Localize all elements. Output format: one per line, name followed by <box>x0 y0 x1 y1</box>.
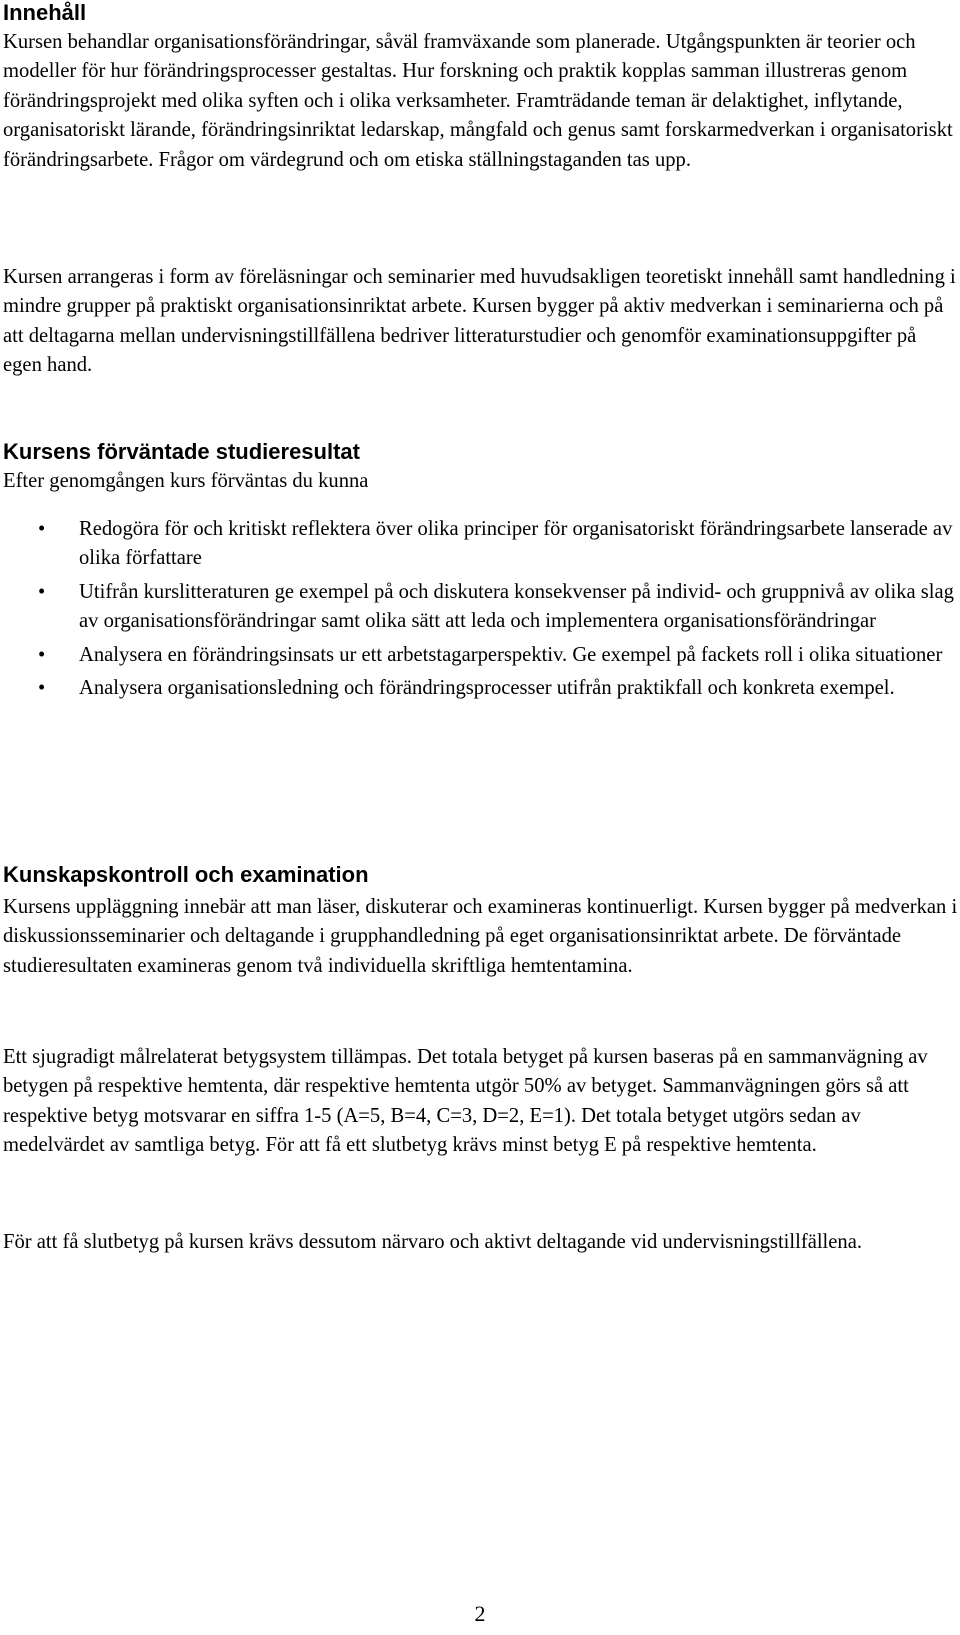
list-item <box>0 515 958 574</box>
list-item <box>0 578 958 637</box>
bullet-icon: • <box>38 677 46 700</box>
list-item <box>0 674 958 703</box>
innehall-paragraph-1: Kursen behandlar organisationsförändringar, såväl framväxande som planerade. Utgångspunkten är teorier och modeller för hur förändringsprocesser gestaltas. Hur forskning och praktik kopplas samman illustreras genom förändringsprojekt med olika syften och i olika verksamheter. Framträdande teman är delaktighet, inflytande, organisatoriskt lärande, förändringsinriktat ledarskap, mångfald och genus samt forskarmedverkan i organisatoriskt förändringsarbete. Frågor om värdegrund och om etiska ställningstaganden tas upp. <box>3 31 953 171</box>
section-heading-examination: Kunskapskontroll och examination <box>3 862 369 887</box>
section-heading-innehall: Innehåll <box>3 0 87 25</box>
examination-paragraph-3: För att få slutbetyg på kursen krävs dessutom närvaro och aktivt deltagande vid undervisningstillfällena. <box>3 1231 863 1253</box>
resultat-intro: Efter genomgången kurs förväntas du kunna <box>3 470 369 492</box>
examination-paragraph-2: Ett sjugradigt målrelaterat betygsystem tillämpas. Det totala betyget på kursen baseras på en sammanvägning av betygen på respektive hemtenta, där respektive hemtenta utgör 50% av betyget. Sammanvägningen görs så att respektive betyg motsvarar en siffra 1-5 (A=5, B=4, C=3, D=2, E=1). Det totala betyget utgörs sedan av medelvärdet av samtliga betyg. För att få ett slutbetyg krävs minst betyg E på respektive hemtenta. <box>3 1046 928 1157</box>
bullet-icon: • <box>38 580 46 603</box>
innehall-paragraph-2: Kursen arrangeras i form av föreläsningar och seminarier med huvudsakligen teoretiskt innehåll samt handledning i mindre grupper på praktiskt organisationsinriktat arbete. Kursen bygger på aktiv medverkan i seminarierna och på att deltagarna mellan undervisningstillfällena bedriver litteraturstudier och genomför examinationsuppgifter på egen hand. <box>3 266 956 377</box>
examination-paragraph-1: Kursens uppläggning innebär att man läser, diskuterar och examineras kontinuerligt. Kursen bygger på medverkan i diskussionsseminarier och deltagande i grupphandledning på eget organisationsinriktat arbete. De förväntade studieresultaten examineras genom två individuella skriftliga hemtentamina. <box>3 896 958 977</box>
page-number: 2 <box>474 1601 486 1626</box>
list-item-text: Analysera en förändringsinsats ur ett arbetstagarperspektiv. Ge exempel på fackets roll i olika situationer <box>79 643 943 666</box>
bullet-icon: • <box>38 518 46 540</box>
learning-outcomes-list <box>0 515 958 707</box>
list-item-text: Analysera organisationsledning och förändringsprocesser utifrån praktikfall och konkreta exempel. <box>79 677 895 700</box>
list-item-text: Redogöra för och kritiskt reflektera över olika principer för organisatoriskt förändringsarbete lanserade av olika författare <box>79 518 953 570</box>
section-heading-resultat: Kursens förväntade studieresultat <box>3 439 360 464</box>
bullet-icon: • <box>38 643 46 666</box>
list-item-text: Utifrån kurslitteraturen ge exempel på och diskutera konsekvenser på individ- och gruppnivå av olika slag av organisationsförändringar samt olika sätt att leda och implementera organisationsförändringar <box>79 580 954 633</box>
list-item <box>0 641 958 670</box>
